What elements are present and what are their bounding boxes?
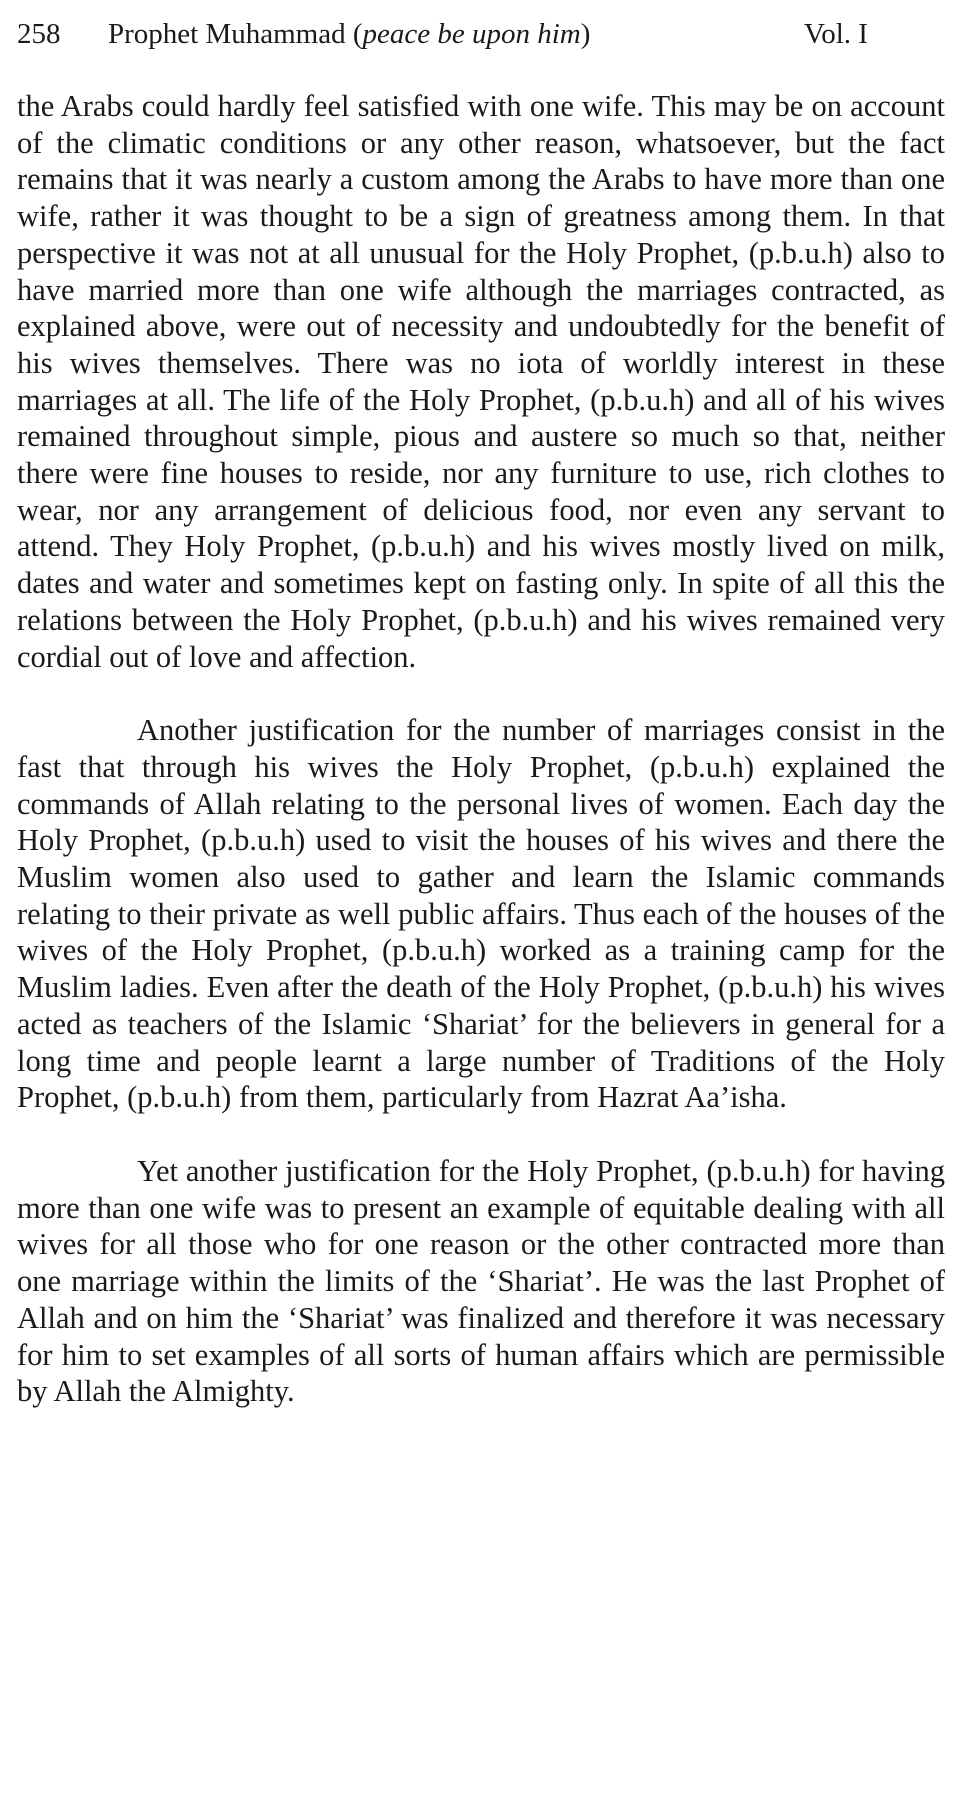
paragraph-2: Another justification for the number of marriages consist in the fast that through his wives the Holy Prophet, (p.b.u.h) explained the commands of Allah relating to the personal lives of women. Each day the Holy Prophet, (p.b.u.h) used to visit the houses of his wives and there the Muslim women also used to gather and learn the Islamic commands relating to their private as well public affairs. Thus each of the houses of the wives of the Holy Prophet, (p.b.u.h) worked as a training camp for the Muslim ladies. Even after the death of the Holy Prophet, (p.b.u.h) his wives acted as teachers of the Islamic ‘Shariat’ for the believers in general for a long time and people learnt a large number of Traditions of the Holy Prophet, (p.b.u.h) from them, particularly from Hazrat Aa’isha. xyxy=(17,713,945,1115)
book-title xyxy=(108,14,590,54)
paragraph-3: Yet another justification for the Holy Prophet, (p.b.u.h) for having more than one wife was to present an example of equitable dealing with all wives for all those who for one reason or the other contracted more than one marriage within the limits of the ‘Shariat’. He was the last Prophet of Allah and on him the ‘Shariat’ was finalized and therefore it was necessary for him to set examples of all sorts of human affairs which are permissible by Allah the Almighty. xyxy=(17,1153,945,1409)
book-title-close: ) xyxy=(580,18,591,50)
body-text xyxy=(17,88,945,1410)
volume-label: Vol. I xyxy=(804,18,868,50)
paragraph-1: the Arabs could hardly feel satisfied with one wife. This may be on account of the climatic conditions or any other reason, whatsoever, but the fact remains that it was nearly a custom among the Arabs to have more than one wife, rather it was thought to be a sign of greatness among them. In that perspective it was not at all unusual for the Holy Prophet, (p.b.u.h) also to have married more than one wife although the marriages contracted, as explained above, were out of necessity and undoubtedly for the benefit of his wives themselves. There was no iota of worldly interest in these marriages at all. The life of the Holy Prophet, (p.b.u.h) and all of his wives remained throughout simple, pious and austere so much so that, neither there were fine houses to reside, nor any furniture to use, rich clothes to wear, nor any arrangement of delicious food, nor even any servant to attend. They Holy Prophet, (p.b.u.h) and his wives mostly lived on milk, dates and water and sometimes kept on fasting only. In spite of all this the relations between the Holy Prophet, (p.b.u.h) and his wives remained very cordial out of love and affection. xyxy=(17,89,945,674)
book-title-honorific: peace be upon him xyxy=(362,18,581,50)
page-number: 258 xyxy=(17,18,61,50)
book-title-main: Prophet Muhammad ( xyxy=(108,18,363,50)
running-header xyxy=(17,14,897,54)
